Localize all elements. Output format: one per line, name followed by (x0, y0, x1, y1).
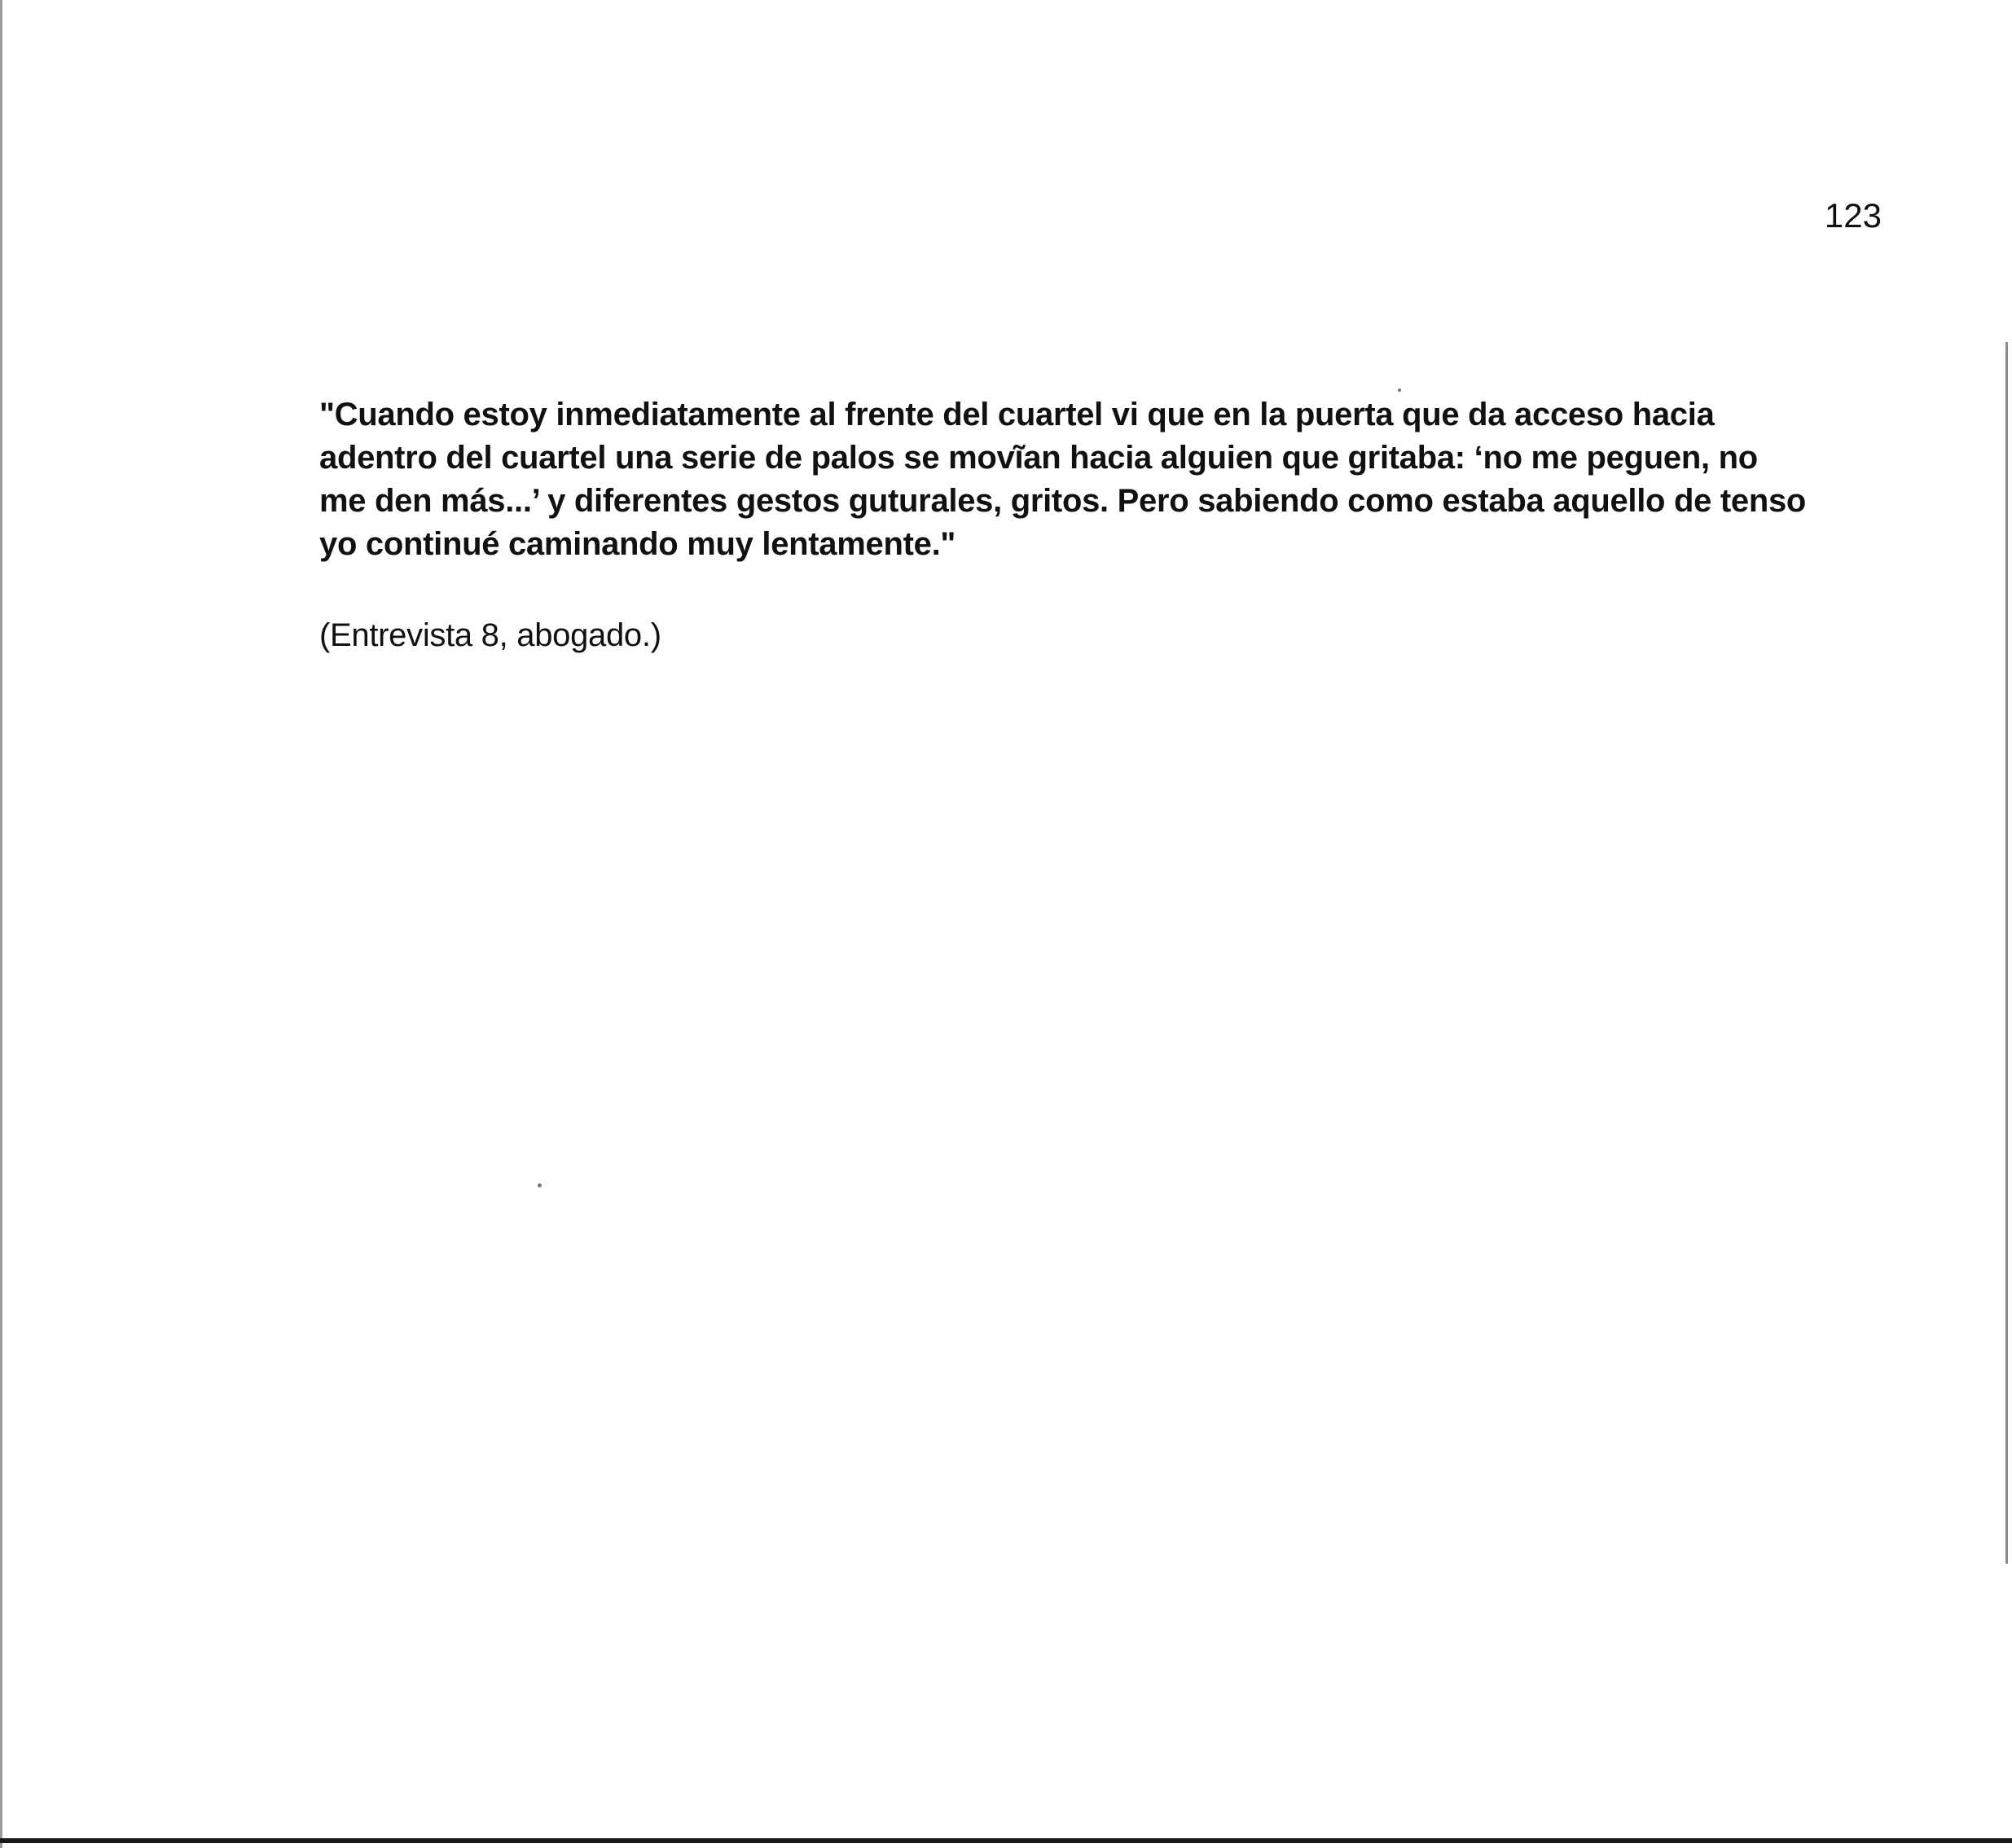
scan-speck (538, 1183, 542, 1187)
quote-line-4: yo continué caminando muy lentamente." (319, 526, 956, 562)
scan-speck (1398, 388, 1401, 392)
page-right-edge (2005, 342, 2008, 1564)
quote-line-2: adentro del cuartel una serie de palos se movĩan hacia alguien que gritaba: ‘no me peguen, no (319, 440, 1758, 476)
page-bottom-rule (0, 1838, 2012, 1843)
page-left-edge (0, 0, 2, 1848)
quote-line-1: "Cuando estoy inmediatamente al frente del cuartel vi que en la puerta que da acceso hacia (319, 397, 1715, 432)
quote-line-3: me den más...’ y diferentes gestos guturales, gritos. Pero sabiendo como estaba aquello de tenso (319, 483, 1807, 519)
interview-quote (319, 393, 1807, 566)
page-number: 123 (1824, 196, 1882, 235)
quote-citation: (Entrevista 8, abogado.) (319, 617, 661, 653)
